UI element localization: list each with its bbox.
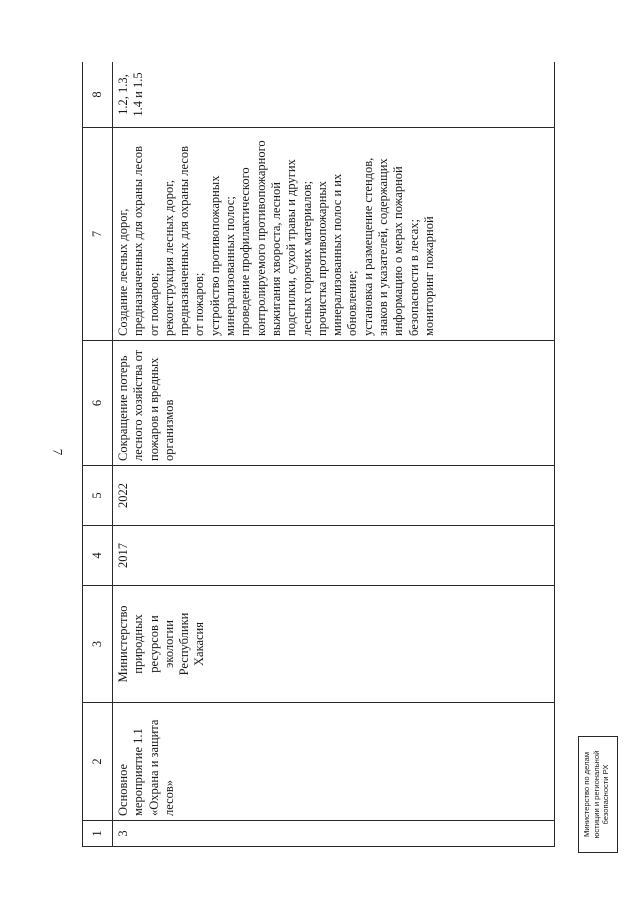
stamp-line: Министерство по делам bbox=[582, 752, 591, 837]
measure-item: Создание лесных дорог, предназначенных для охраны лесов от пожаров; bbox=[116, 145, 161, 336]
measure-item: прочистка противопожарных минерализованных полос и их обновление; bbox=[314, 173, 360, 336]
column-number: 3 bbox=[83, 586, 113, 703]
stamp-line: безопасности РХ bbox=[601, 764, 611, 825]
executor-cell: Министерство природных ресурсов и экологии Республики Хакасия bbox=[113, 586, 555, 703]
table-container bbox=[82, 62, 555, 847]
expected-result-cell: Сокращение потерь лесного хозяйства от пожаров и вредных организмов bbox=[113, 341, 555, 466]
column-number: 4 bbox=[83, 526, 113, 586]
table-row bbox=[113, 62, 555, 847]
stamp-text bbox=[579, 737, 617, 852]
column-number: 8 bbox=[83, 62, 113, 128]
event-name-cell: Основное мероприятие 1.1 «Охрана и защита лесов» bbox=[113, 703, 555, 821]
measure-item: мониторинг пожарной bbox=[421, 216, 436, 336]
measure-item: проведение профилактического контролируемого противопожарного выжигания хвороста, лесной подстилки, сухой травы и других лесных горючих материалов; bbox=[238, 140, 314, 336]
measure-item: реконструкция лесных дорог, предназначенных для охраны лесов от пожаров; bbox=[161, 145, 207, 336]
column-number: 2 bbox=[83, 703, 113, 821]
start-year-cell: 2017 bbox=[113, 526, 555, 586]
stamp-line: юстиции и региональной bbox=[591, 750, 601, 839]
program-events-table bbox=[82, 62, 555, 847]
column-number: 6 bbox=[83, 341, 113, 466]
ministry-stamp bbox=[578, 736, 618, 853]
column-number: 1 bbox=[83, 821, 113, 847]
measure-item: устройство противопожарных минерализованных полос; bbox=[207, 175, 238, 336]
measure-item: установка и размещение стендов, знаков и указателей, содержащих информацию о мерах пожарной безопасности в лесах; bbox=[360, 157, 421, 336]
column-number: 5 bbox=[83, 466, 113, 526]
indicators-cell: 1.2, 1.3, 1.4 и 1.5 bbox=[113, 62, 555, 128]
column-number: 7 bbox=[83, 128, 113, 341]
column-number-row bbox=[83, 62, 113, 847]
end-year-cell: 2022 bbox=[113, 466, 555, 526]
measures-cell bbox=[113, 128, 555, 341]
page-number: 7 bbox=[50, 448, 66, 456]
row-number-cell: 3 bbox=[113, 821, 555, 847]
